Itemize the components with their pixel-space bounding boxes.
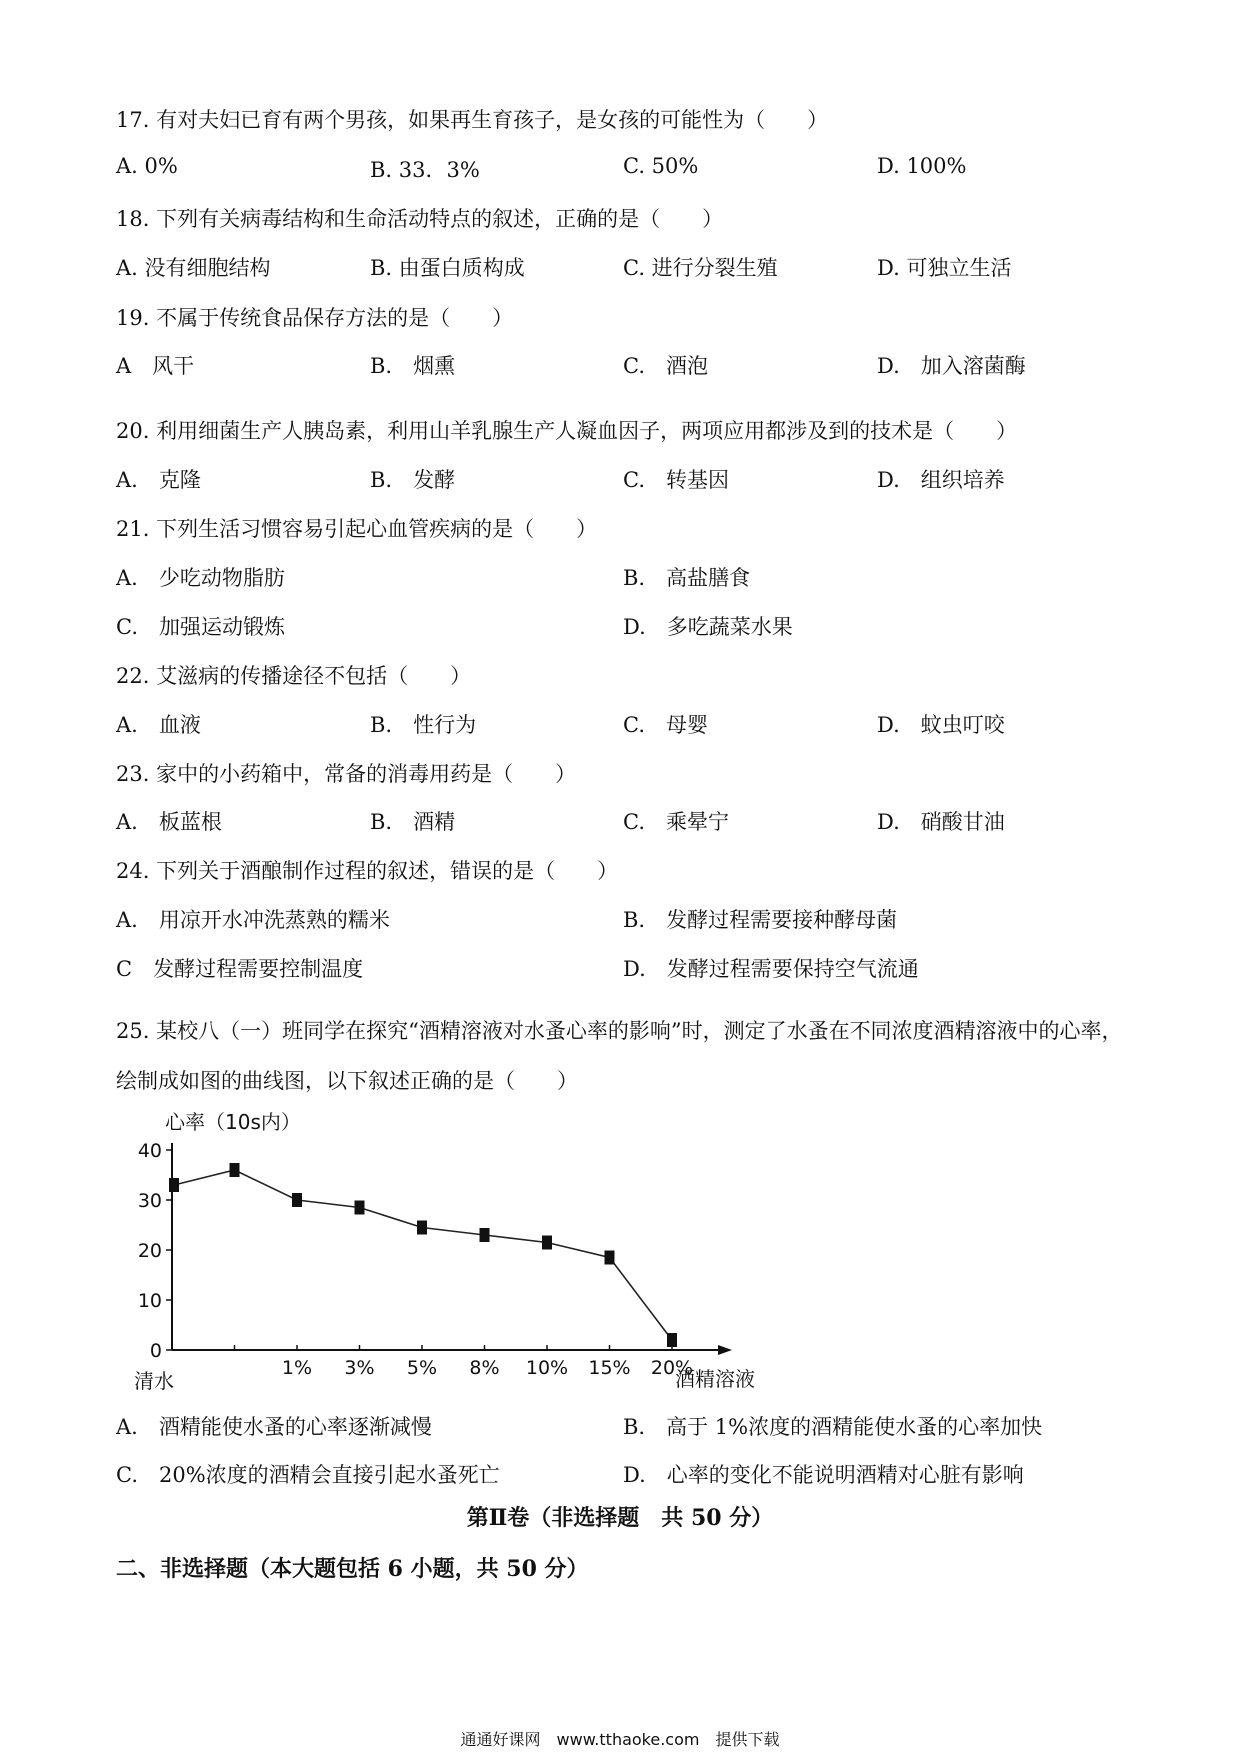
q20-option-c: C. 转基因 <box>623 468 729 492</box>
y-tick-label: 30 <box>137 1190 162 1212</box>
x-tick-label: 10% <box>525 1357 569 1379</box>
q25-option-a: A. 酒精能使水蚤的心率逐渐减慢 <box>116 1415 432 1439</box>
chart-axes <box>172 1143 732 1355</box>
q20-option-a: A. 克隆 <box>116 468 201 492</box>
x-tick-label: 20% <box>650 1357 694 1379</box>
y-tick-label: 40 <box>137 1140 162 1162</box>
series-line <box>174 1170 672 1340</box>
question-stem: 下列生活习惯容易引起心血管疾病的是（ ） <box>156 517 598 541</box>
q22-option-a: A. 血液 <box>116 713 201 737</box>
question-stem: 有对夫妇已育有两个男孩，如果再生育孩子，是女孩的可能性为（ ） <box>156 108 829 132</box>
question-stem: 某校八（一）班同学在探究“酒精溶液对水蚤心率的影响”时，测定了水蚤在不同浓度酒精溶液中的心率，绘制成如图的曲线图，以下叙述正确的是（ ） <box>116 1019 1123 1093</box>
q18-option-d: D. 可独立生活 <box>877 256 1012 280</box>
x-tick-label: 15% <box>588 1357 631 1379</box>
q22-option-d: D. 蚊虫叮咬 <box>877 713 1005 737</box>
x-axis-arrow <box>718 1345 732 1355</box>
q17-option-a: A. 0% <box>116 154 178 178</box>
heart-rate-line-chart <box>120 1105 780 1395</box>
x-tick-label: 8% <box>469 1357 500 1379</box>
question-number: 21. <box>116 517 150 541</box>
q17-option-c: C. 50% <box>623 154 699 178</box>
q22-option-b: B. 性行为 <box>370 713 477 737</box>
q24-option-c: C 发酵过程需要控制温度 <box>116 957 364 981</box>
x-tick-label: 3% <box>344 1357 375 1379</box>
q19-option-a: A 风干 <box>116 354 195 378</box>
y-tick-label: 10 <box>137 1290 162 1312</box>
q24-option-b: B. 发酵过程需要接种酵母菌 <box>623 908 898 932</box>
question-number: 18. <box>116 207 150 231</box>
q22-option-c: C. 母婴 <box>623 713 708 737</box>
question-number: 24. <box>116 859 150 883</box>
data-point <box>542 1236 552 1250</box>
data-point <box>292 1193 302 1207</box>
q25-option-c: C. 20%浓度的酒精会直接引起水蚤死亡 <box>116 1463 500 1487</box>
q25-option-d: D. 心率的变化不能说明酒精对心脏有影响 <box>623 1463 1024 1487</box>
question-25 <box>116 1006 1126 1106</box>
question-stem: 不属于传统食品保存方法的是（ ） <box>156 306 514 330</box>
question-24 <box>116 855 618 885</box>
q18-option-b: B. 由蛋白质构成 <box>370 256 525 280</box>
x-tick-label: 5% <box>406 1357 438 1379</box>
data-point <box>417 1221 427 1235</box>
q21-option-c: C. 加强运动锻炼 <box>116 615 285 639</box>
q21-option-b: B. 高盐膳食 <box>623 566 751 590</box>
data-point <box>230 1163 240 1177</box>
q17-option-b: B. 33．3% <box>370 158 480 182</box>
question-20 <box>116 415 1017 445</box>
footer: 通通好课网 www.tthaoke.com 提供下载 <box>460 1730 780 1749</box>
question-23 <box>116 758 576 788</box>
y-tick-label: 0 <box>149 1340 162 1362</box>
q23-option-b: B. 酒精 <box>370 810 456 834</box>
x-tick-label: 1% <box>281 1357 313 1379</box>
q25-option-b: B. 高于 1%浓度的酒精能使水蚤的心率加快 <box>623 1415 1043 1439</box>
q18-option-a: A. 没有细胞结构 <box>116 256 271 280</box>
chart-x-first-label: 清水 <box>134 1369 174 1393</box>
q23-option-a: A. 板蓝根 <box>116 810 222 834</box>
question-number: 20. <box>116 419 150 443</box>
q19-option-c: C. 酒泡 <box>623 354 708 378</box>
question-number: 23. <box>116 762 150 786</box>
chart-y-ticks <box>138 1140 172 1362</box>
q20-option-b: B. 发酵 <box>370 468 456 492</box>
chart-x-axis-label: 酒精溶液 <box>675 1367 755 1391</box>
q21-option-d: D. 多吃蔬菜水果 <box>623 615 793 639</box>
q23-option-d: D. 硝酸甘油 <box>877 810 1005 834</box>
q24-option-d: D. 发酵过程需要保持空气流通 <box>623 957 919 981</box>
question-number: 22. <box>116 664 150 688</box>
data-point <box>667 1333 677 1347</box>
question-number: 25. <box>116 1019 150 1043</box>
question-stem: 下列有关病毒结构和生命活动特点的叙述，正确的是（ ） <box>156 207 724 231</box>
question-stem: 下列关于酒酿制作过程的叙述，错误的是（ ） <box>156 859 619 883</box>
q21-option-a: A. 少吃动物脂肪 <box>116 566 285 590</box>
section-title: 第Ⅱ卷（非选择题 共 50 分） <box>466 1505 774 1531</box>
question-stem: 艾滋病的传播途径不包括（ ） <box>156 664 472 688</box>
q19-option-d: D. 加入溶菌酶 <box>877 354 1026 378</box>
q18-option-c: C. 进行分裂生殖 <box>623 256 778 280</box>
q20-option-d: D. 组织培养 <box>877 468 1005 492</box>
y-tick-label: 20 <box>137 1240 162 1262</box>
question-21 <box>116 513 597 543</box>
chart-y-axis-label: 心率（10s内） <box>165 1110 301 1134</box>
part-title: 二、非选择题（本大题包括 6 小题，共 50 分） <box>116 1556 589 1582</box>
data-point <box>605 1251 615 1265</box>
question-stem: 利用细菌生产人胰岛素，利用山羊乳腺生产人凝血因子，两项应用都涉及到的技术是（ ） <box>156 419 1018 443</box>
data-point <box>355 1201 365 1215</box>
q23-option-c: C. 乘晕宁 <box>623 810 729 834</box>
data-point <box>169 1178 179 1192</box>
question-stem: 家中的小药箱中，常备的消毒用药是（ ） <box>156 762 577 786</box>
q19-option-b: B. 烟熏 <box>370 354 456 378</box>
q24-option-a: A. 用凉开水冲洗蒸熟的糯米 <box>116 908 390 932</box>
question-number: 19. <box>116 306 150 330</box>
q17-option-d: D. 100% <box>877 154 967 178</box>
data-point <box>480 1228 490 1242</box>
chart-series-line <box>174 1170 672 1340</box>
question-22 <box>116 660 471 690</box>
question-number: 17. <box>116 108 150 132</box>
question-17 <box>116 104 828 134</box>
question-19 <box>116 302 513 332</box>
question-18 <box>116 203 723 233</box>
